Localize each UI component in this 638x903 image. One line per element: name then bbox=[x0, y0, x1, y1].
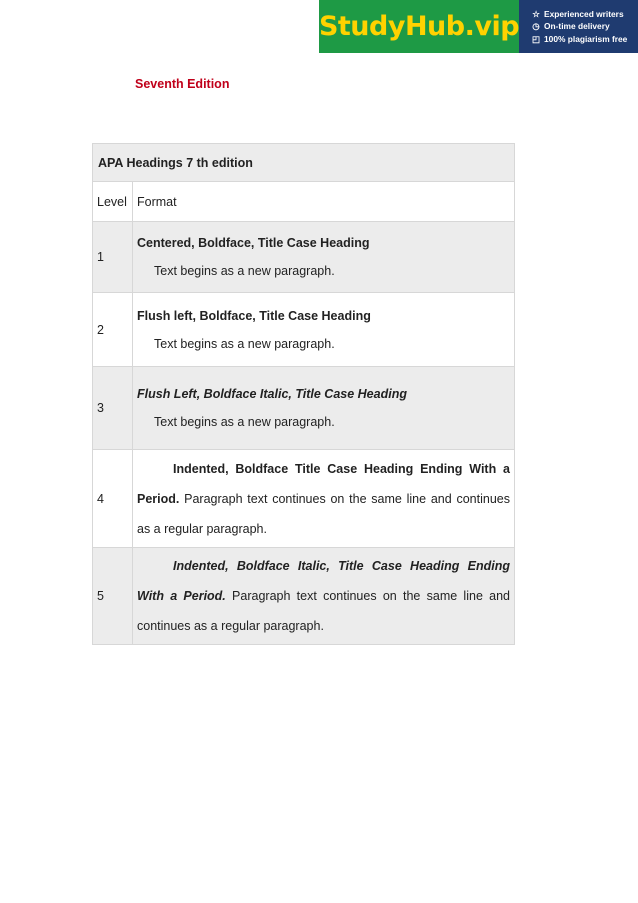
paragraph-example bbox=[137, 551, 510, 641]
table-header-row bbox=[93, 182, 515, 222]
column-header-format: Format bbox=[133, 182, 515, 222]
heading-example: Indented, Boldface Title Case Heading Ending With a Period. bbox=[137, 461, 510, 506]
heading-example: Centered, Boldface, Title Case Heading bbox=[137, 236, 370, 250]
heading-example: Flush left, Boldface, Title Case Heading bbox=[137, 308, 371, 323]
column-header-level: Level bbox=[93, 182, 133, 222]
format-cell bbox=[133, 293, 515, 367]
perks-list bbox=[519, 8, 627, 46]
body-example: Text begins as a new paragraph. bbox=[154, 264, 335, 278]
star-icon: ☆ bbox=[532, 8, 540, 19]
perk-label: 100% plagiarism free bbox=[544, 33, 628, 44]
table-row bbox=[93, 222, 515, 293]
perk-item bbox=[531, 20, 627, 33]
paragraph-example bbox=[137, 454, 510, 544]
body-example: Paragraph text continues on the same line and continues as a regular paragraph. bbox=[137, 589, 510, 633]
shield-icon: ◰ bbox=[531, 33, 541, 44]
format-cell bbox=[133, 222, 515, 293]
format-cell bbox=[133, 367, 515, 450]
level-cell: 4 bbox=[93, 450, 133, 548]
body-example: Text begins as a new paragraph. bbox=[154, 336, 335, 351]
edition-heading: Seventh Edition bbox=[135, 77, 230, 91]
body-example: Text begins as a new paragraph. bbox=[154, 415, 335, 429]
table-title: APA Headings 7 th edition bbox=[93, 144, 515, 182]
clock-icon: ◷ bbox=[532, 21, 540, 32]
perk-label: On-time delivery bbox=[544, 21, 610, 32]
level-cell: 1 bbox=[93, 222, 133, 293]
level-cell: 3 bbox=[93, 367, 133, 450]
studyhub-banner[interactable] bbox=[319, 0, 638, 53]
studyhub-logo[interactable]: StudyHub.vip bbox=[319, 0, 519, 53]
table-row bbox=[93, 367, 515, 450]
level-cell: 5 bbox=[93, 548, 133, 645]
apa-headings-table bbox=[92, 143, 515, 645]
table-row bbox=[93, 293, 515, 367]
format-cell bbox=[133, 548, 515, 645]
heading-example: Flush Left, Boldface Italic, Title Case Heading bbox=[137, 387, 407, 401]
body-example: Paragraph text continues on the same line and continues as a regular paragraph. bbox=[137, 491, 510, 536]
perk-item bbox=[531, 33, 627, 46]
heading-example: Indented, Boldface Italic, Title Case Heading Ending With a Period. bbox=[137, 559, 510, 603]
format-cell bbox=[133, 450, 515, 548]
perk-item bbox=[531, 8, 627, 21]
table-row bbox=[93, 450, 515, 548]
perk-label: Experienced writers bbox=[544, 8, 624, 19]
level-cell: 2 bbox=[93, 293, 133, 367]
table-row bbox=[93, 548, 515, 645]
table-title-row bbox=[93, 144, 515, 182]
